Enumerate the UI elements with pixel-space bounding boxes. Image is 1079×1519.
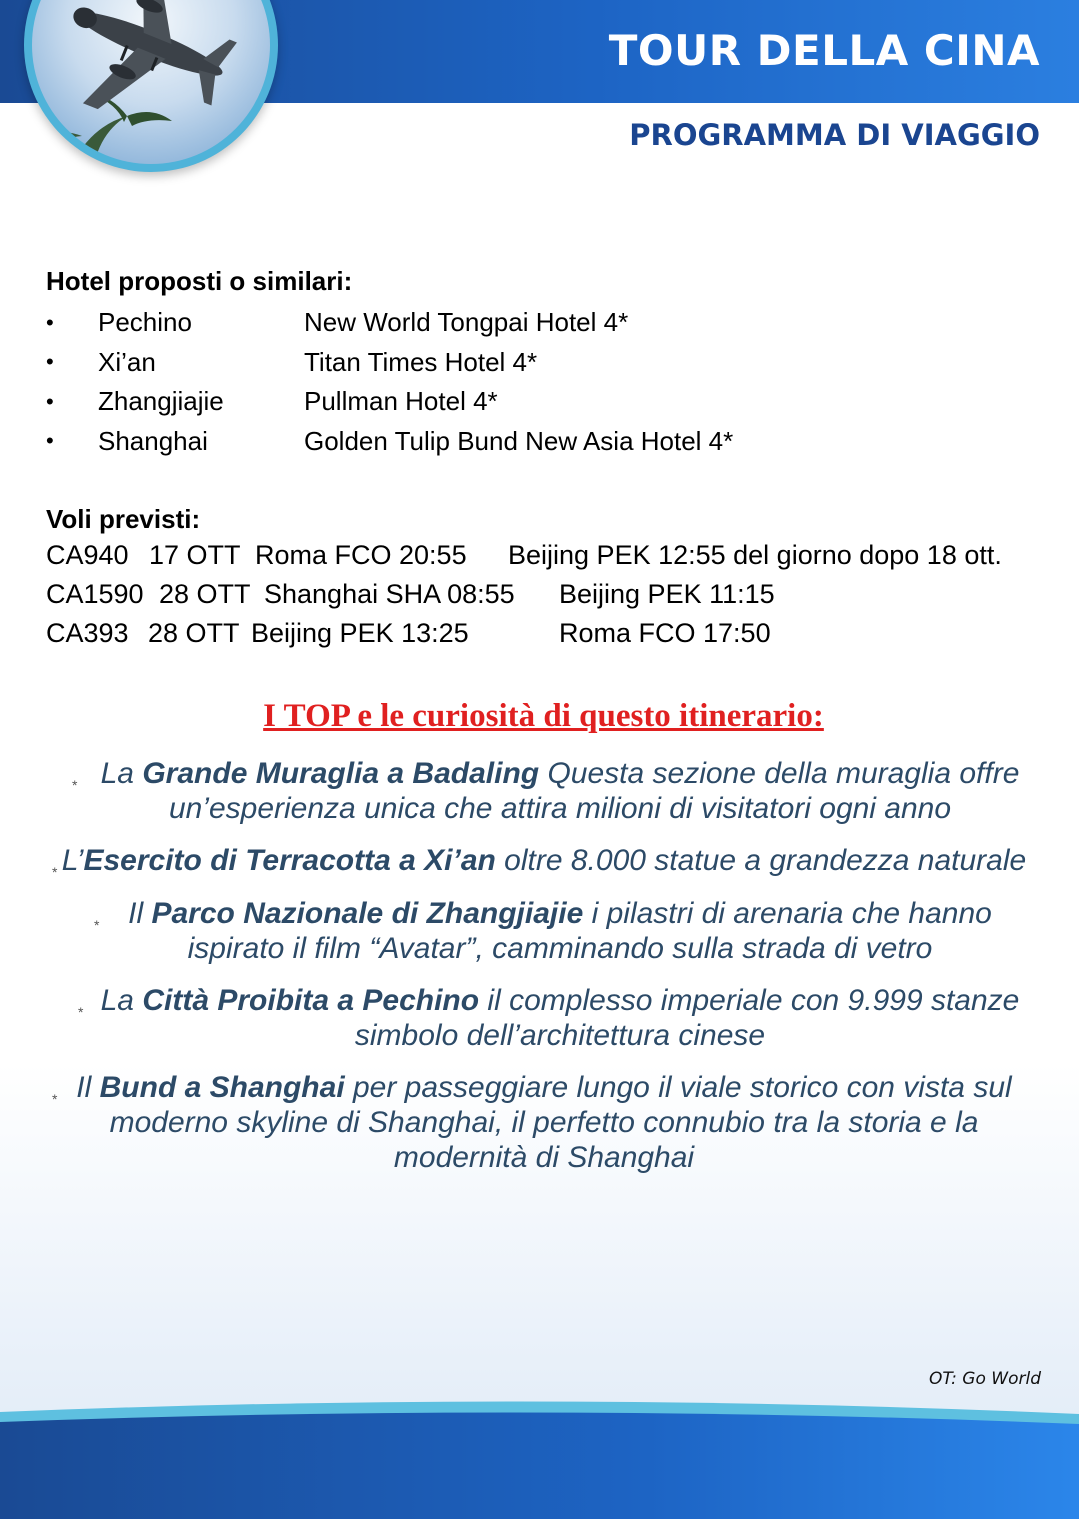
hotel-name: Titan Times Hotel 4* bbox=[304, 346, 538, 377]
item-text-continued: modernità di Shanghai bbox=[393, 1141, 695, 1174]
item-highlight: Bund a Shanghai bbox=[99, 1071, 345, 1104]
flight-code: CA940 bbox=[46, 540, 129, 570]
bullet-icon: • bbox=[46, 388, 54, 414]
flight-row bbox=[46, 618, 1056, 657]
flight-from: Shanghai SHA 08:55 bbox=[264, 579, 515, 609]
page-title: TOUR DELLA CINA bbox=[608, 26, 1040, 75]
item-text: i pilastri di arenaria che hanno bbox=[583, 897, 992, 930]
flight-date: 28 OTT bbox=[148, 618, 240, 648]
top-item bbox=[44, 1070, 1044, 1175]
hotel-city: Xi’an bbox=[98, 346, 156, 377]
bullet-icon: • bbox=[46, 309, 54, 335]
top-item bbox=[60, 983, 1060, 1053]
hotel-city: Shanghai bbox=[98, 425, 208, 456]
item-prefix: L’ bbox=[61, 844, 84, 877]
item-highlight: Esercito di Terracotta a Xi’an bbox=[83, 844, 496, 877]
hotels-section bbox=[46, 266, 1046, 461]
item-text: per passeggiare lungo il viale storico con vista sul bbox=[344, 1071, 1012, 1104]
hotel-row bbox=[46, 343, 1046, 383]
bullet-icon: • bbox=[46, 428, 54, 454]
star-bullet-icon: * bbox=[78, 1004, 84, 1020]
star-bullet-icon: * bbox=[52, 864, 58, 880]
star-bullet-icon: * bbox=[52, 1091, 58, 1107]
flight-date: 28 OTT bbox=[159, 579, 251, 609]
item-prefix: Il bbox=[128, 897, 152, 930]
star-bullet-icon: * bbox=[94, 917, 100, 933]
flight-code: CA393 bbox=[46, 618, 129, 648]
item-prefix: La bbox=[100, 757, 143, 790]
hotel-row bbox=[46, 382, 1046, 422]
bullet-icon: • bbox=[46, 349, 54, 375]
item-text: oltre 8.000 statue a grandezza naturale bbox=[495, 844, 1027, 877]
hotel-name: New World Tongpai Hotel 4* bbox=[304, 307, 629, 338]
flight-from: Beijing PEK 13:25 bbox=[251, 618, 469, 648]
item-highlight: Grande Muraglia a Badaling bbox=[142, 757, 540, 790]
top-item bbox=[44, 843, 1044, 878]
hotel-row bbox=[46, 422, 1046, 462]
flight-row bbox=[46, 579, 1056, 618]
item-prefix: Il bbox=[76, 1071, 100, 1104]
top-heading: I TOP e le curiosità di questo itinerario: bbox=[263, 698, 824, 734]
hotel-row bbox=[46, 303, 1046, 343]
footer-operator-note: OT: Go World bbox=[928, 1369, 1041, 1389]
airplane-logo bbox=[24, 0, 278, 172]
top-section bbox=[0, 698, 1079, 735]
hotel-city: Pechino bbox=[98, 307, 192, 338]
airplane-icon bbox=[32, 0, 270, 164]
item-text: Questa sezione della muraglia offre bbox=[539, 757, 1020, 790]
footer-wave bbox=[0, 1394, 1079, 1519]
top-item bbox=[60, 896, 1060, 966]
page-subtitle: PROGRAMMA DI VIAGGIO bbox=[629, 118, 1040, 152]
hotel-name: Golden Tulip Bund New Asia Hotel 4* bbox=[304, 425, 734, 456]
flight-to: Roma FCO 17:50 bbox=[559, 618, 771, 648]
item-text-continued: simbolo dell’architettura cinese bbox=[354, 1019, 766, 1052]
hotel-name: Pullman Hotel 4* bbox=[304, 386, 498, 417]
flights-heading: Voli previsti: bbox=[46, 504, 201, 534]
item-text-continued: moderno skyline di Shanghai, il perfetto connubio tra la storia e la bbox=[109, 1106, 979, 1139]
top-item bbox=[60, 756, 1060, 826]
item-highlight: Città Proibita a Pechino bbox=[142, 984, 480, 1017]
item-text: il complesso imperiale con 9.999 stanze bbox=[479, 984, 1020, 1017]
item-prefix: La bbox=[100, 984, 143, 1017]
flight-row bbox=[46, 540, 1056, 579]
flight-code: CA1590 bbox=[46, 579, 144, 609]
flight-date: 17 OTT bbox=[149, 540, 241, 570]
item-text-continued: un’esperienza unica che attira milioni di visitatori ogni anno bbox=[168, 792, 952, 825]
hotel-city: Zhangjiajie bbox=[98, 386, 224, 417]
item-highlight: Parco Nazionale di Zhangjiajie bbox=[151, 897, 584, 930]
flights-section bbox=[46, 504, 1056, 657]
item-text-continued: ispirato il film “Avatar”, camminando sulla strada di vetro bbox=[187, 932, 933, 965]
hotels-heading: Hotel proposti o similari: bbox=[46, 266, 353, 296]
flight-to: Beijing PEK 11:15 bbox=[559, 579, 775, 609]
flight-to: Beijing PEK 12:55 del giorno dopo 18 ott. bbox=[508, 540, 1002, 570]
flight-from: Roma FCO 20:55 bbox=[255, 540, 467, 570]
star-bullet-icon: * bbox=[72, 777, 78, 793]
